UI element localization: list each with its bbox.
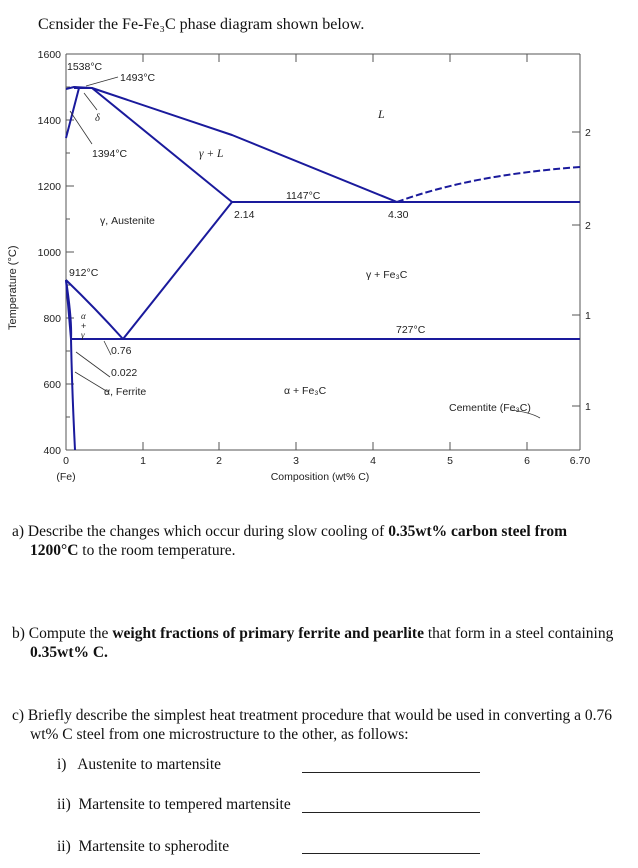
y-tick-1000: 1000 bbox=[37, 247, 61, 259]
item-iii: ii) Martensite to spherodite bbox=[57, 838, 230, 855]
question-c bbox=[12, 706, 634, 744]
question-a-line2-bold: 1200°C bbox=[30, 542, 79, 559]
label-liquid: L bbox=[378, 107, 385, 121]
phase-diagram bbox=[0, 40, 638, 490]
question-a bbox=[12, 522, 634, 560]
label-plus: + bbox=[81, 321, 87, 331]
label-727: 727°C bbox=[396, 324, 426, 336]
item-i: i) Austenite to martensite bbox=[57, 756, 222, 773]
question-c-line1: c) Briefly describe the simplest heat treatment procedure that would be used in converting a 0.76 bbox=[12, 707, 612, 724]
answer-blank-iii[interactable] bbox=[302, 853, 480, 854]
question-a-bold-2: from bbox=[534, 523, 567, 540]
liquidus-line bbox=[74, 87, 397, 202]
x-tick-670: 6.70 bbox=[569, 455, 591, 467]
question-c-line2: wt% C steel from one microstructure to the other, as follows: bbox=[30, 726, 409, 743]
right-tick-label-4: 1 bbox=[585, 401, 591, 413]
label-ferrite: α, Ferrite bbox=[104, 386, 147, 398]
label-076: 0.76 bbox=[111, 345, 132, 357]
y-tick-1400: 1400 bbox=[37, 115, 61, 127]
question-a-bold-1: 0.35wt% carbon steel bbox=[388, 523, 531, 540]
question-b-text: b) Compute the bbox=[12, 625, 113, 642]
x-tick-3: 3 bbox=[293, 455, 299, 467]
label-1147: 1147°C bbox=[286, 190, 321, 202]
x-tick-5: 5 bbox=[447, 455, 453, 467]
x-tick-1: 1 bbox=[140, 455, 146, 467]
question-a-line2: to the room temperature. bbox=[78, 542, 236, 559]
label-alpha: α bbox=[81, 311, 86, 321]
question-a-text: a) Describe the changes which occur during slow cooling of bbox=[12, 523, 389, 540]
cementite-liquidus-dashed bbox=[397, 167, 580, 202]
y-label: Temperature (°C) bbox=[7, 245, 19, 330]
answer-blank-i[interactable] bbox=[302, 772, 480, 773]
solidus-line bbox=[92, 88, 232, 202]
label-alpha-fe3c: α + Fe₃C bbox=[284, 385, 327, 397]
right-tick-label-3: 1 bbox=[585, 310, 591, 322]
x-label: Composition (wt% C) bbox=[270, 471, 370, 483]
intro-text: Cɛnsider the Fe-Fe₃C phase diagram shown below. bbox=[38, 16, 365, 33]
question-b bbox=[12, 624, 634, 662]
y-tick-400: 400 bbox=[43, 445, 61, 457]
delta-gamma-line bbox=[66, 88, 92, 138]
label-214: 2.14 bbox=[234, 209, 255, 221]
right-tick-label-2: 2 bbox=[585, 220, 591, 232]
x-tick-2: 2 bbox=[216, 455, 222, 467]
label-1394: 1394°C bbox=[92, 148, 128, 160]
fe-label: (Fe) bbox=[56, 471, 76, 483]
y-tick-600: 600 bbox=[43, 379, 61, 391]
label-gamma: γ bbox=[81, 330, 85, 340]
item-ii: ii) Martensite to tempered martensite bbox=[57, 796, 291, 813]
top-ticks bbox=[143, 54, 527, 62]
x-tick-6: 6 bbox=[524, 455, 530, 467]
label-gamma-l: γ + L bbox=[199, 148, 224, 160]
label-delta: δ bbox=[95, 113, 100, 124]
a3-line bbox=[66, 280, 123, 339]
y-tick-1600: 1600 bbox=[37, 49, 61, 61]
question-b-line2-bold: 0.35wt% C. bbox=[30, 644, 108, 661]
label-0022: 0.022 bbox=[111, 367, 138, 379]
x-tick-4: 4 bbox=[370, 455, 376, 467]
x-axis-ticks bbox=[143, 442, 527, 450]
label-cementite: Cementite (Fe₃C) bbox=[449, 402, 531, 414]
label-1493: 1493°C bbox=[120, 72, 156, 84]
y-tick-1200: 1200 bbox=[37, 181, 61, 193]
right-tick-label-1: 2 bbox=[585, 127, 591, 139]
question-b-mid: that form in a steel containing bbox=[423, 625, 614, 642]
y-tick-800: 800 bbox=[43, 313, 61, 325]
label-gamma-fe3c: γ + Fe₃C bbox=[366, 269, 408, 281]
question-b-bold: weight fractions of primary ferrite and pearlite bbox=[112, 625, 424, 642]
right-ticks bbox=[572, 132, 580, 406]
label-1538: 1538°C bbox=[67, 61, 103, 73]
label-430: 4.30 bbox=[388, 209, 409, 221]
x-tick-0: 0 bbox=[63, 455, 69, 467]
answer-blank-ii[interactable] bbox=[302, 812, 480, 813]
label-912: 912°C bbox=[69, 267, 99, 279]
label-austenite: γ, Austenite bbox=[100, 215, 155, 227]
